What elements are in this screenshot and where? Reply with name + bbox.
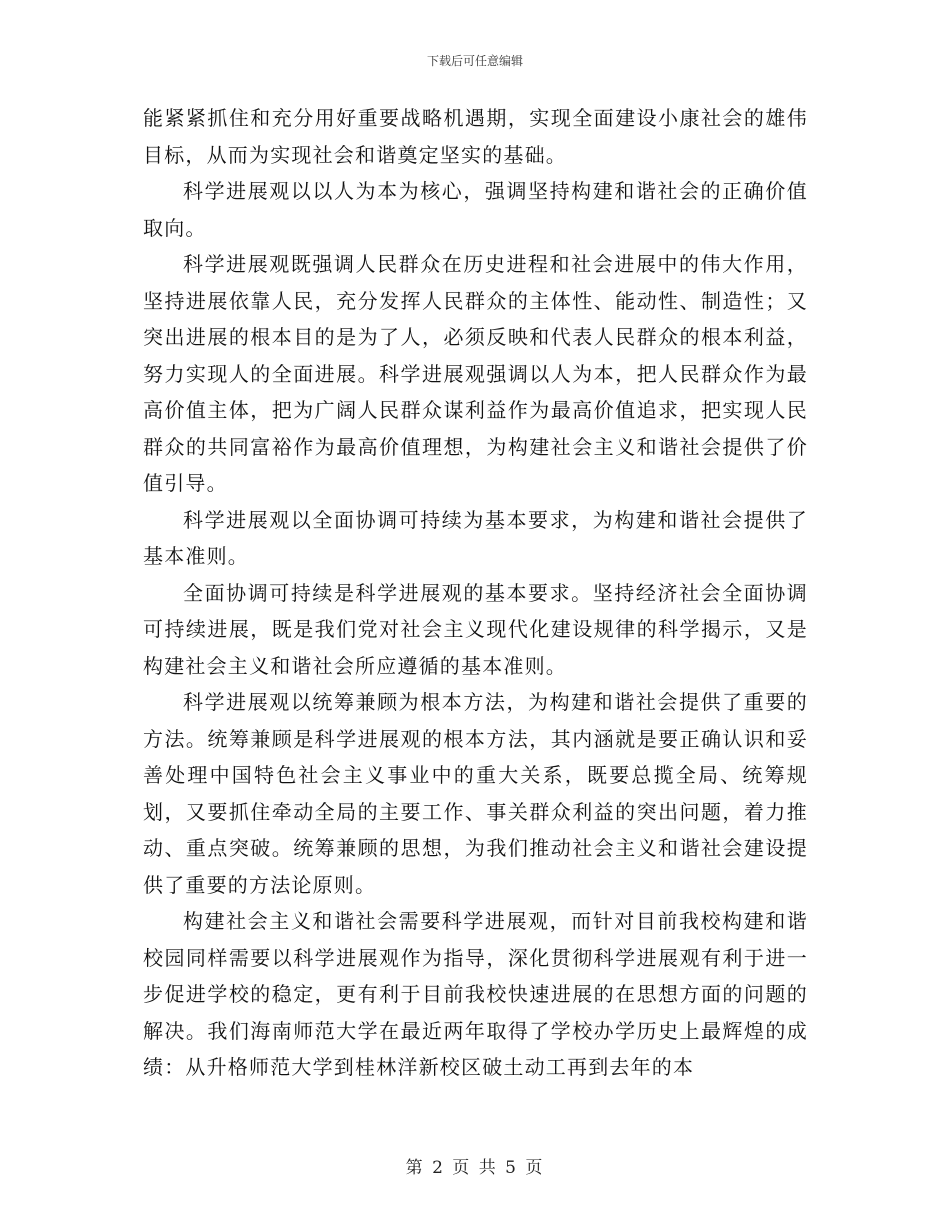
paragraph-3: 科学进展观既强调人民群众在历史进程和社会进展中的伟大作用，坚持进展依靠人民，充分发挥人民群众的主体性、能动性、制造性；又突出进展的根本目的是为了人，必须反映和代表人民群众的根本利益，努力实现人的全面进展。科学进展观强调以人为本，把人民群众作为最高价值主体，把为广阔人民群众谋利益作为最高价值追求，把实现人民群众的共同富裕作为最高价值理想，为构建社会主义和谐社会提供了价值引导。 [143, 252, 808, 495]
paragraph-1: 能紧紧抓住和充分用好重要战略机遇期，实现全面建设小康社会的雄伟目标，从而为实现社会和谐奠定坚实的基础。 [143, 106, 808, 167]
page-header-note: 下载后可任意编辑 [426, 54, 523, 68]
paragraph-4: 科学进展观以全面协调可持续为基本要求，为构建和谐社会提供了基本准则。 [143, 507, 808, 568]
document-body [143, 100, 808, 1086]
paragraph-2: 科学进展观以以人为本为核心，强调坚持构建和谐社会的正确价值取向。 [143, 179, 808, 240]
page-number-footer: 第 2 页 共 5 页 [405, 1158, 545, 1178]
paragraph-6: 科学进展观以统筹兼顾为根本方法，为构建和谐社会提供了重要的方法。统筹兼顾是科学进展观的根本方法，其内涵就是要正确认识和妥善处理中国特色社会主义事业中的重大关系，既要总揽全局、统筹规划，又要抓住牵动全局的主要工作、事关群众利益的突出问题，着力推动、重点突破。统筹兼顾的思想，为我们推动社会主义和谐社会建设提供了重要的方法论原则。 [143, 690, 808, 897]
paragraph-5: 全面协调可持续是科学进展观的基本要求。坚持经济社会全面协调可持续进展，既是我们党对社会主义现代化建设规律的科学揭示，又是构建社会主义和谐社会所应遵循的基本准则。 [143, 580, 808, 678]
paragraph-7: 构建社会主义和谐社会需要科学进展观，而针对目前我校构建和谐校园同样需要以科学进展观作为指导，深化贯彻科学进展观有利于进一步促进学校的稳定，更有利于目前我校快速进展的在思想方面的问题的解决。我们海南师范大学在最近两年取得了学校办学历史上最辉煌的成绩：从升格师范大学到桂林洋新校区破土动工再到去年的本 [143, 909, 808, 1079]
